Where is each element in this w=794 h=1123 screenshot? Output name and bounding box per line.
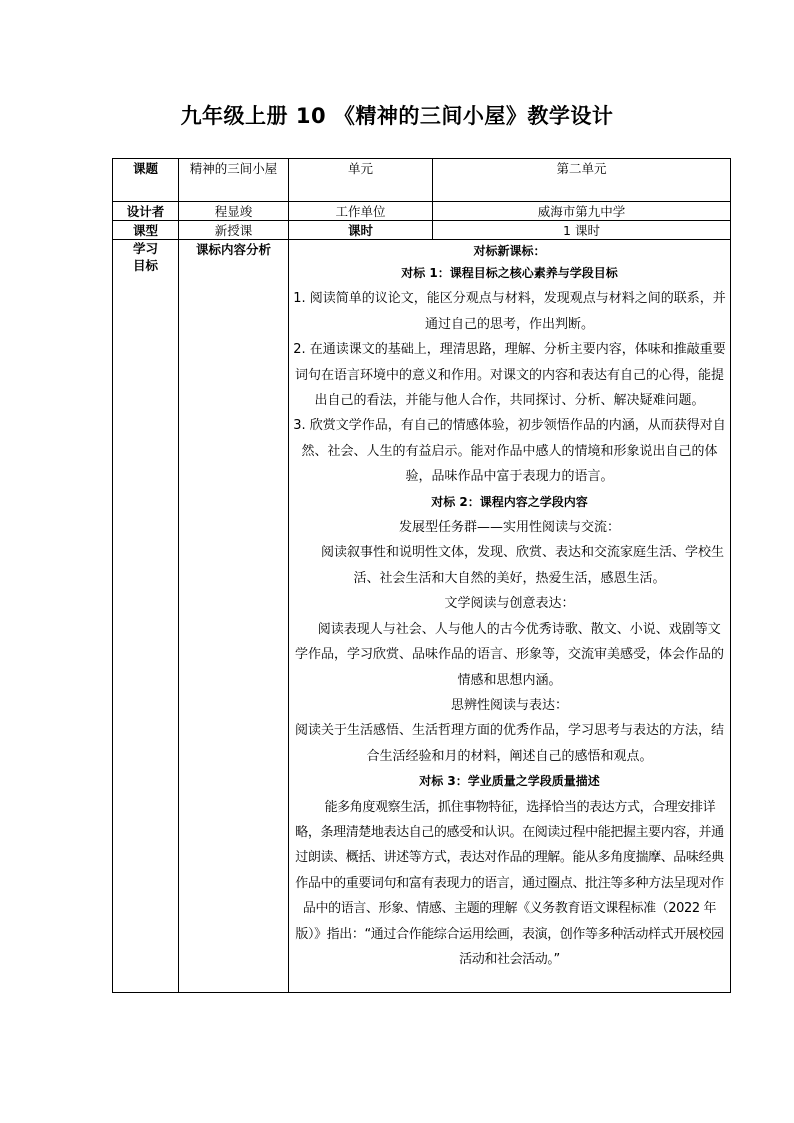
table-row-topic (113, 159, 731, 202)
value-workplace: 威海市第九中学 (433, 202, 731, 221)
content-paragraph: 文学阅读与创意表达： (444, 596, 575, 612)
content-paragraph: 阅读关于生活感悟、生活哲理方面的优秀作品，学习思考与表达的方法，结合生活经验和月的材料，阐述自己的感悟和观点。 (294, 723, 724, 764)
label-topic: 课题 (113, 159, 179, 202)
label-lesson-type: 课型 (113, 221, 179, 240)
content-paragraph: 阅读表现人与社会、人与他人的古今优秀诗歌、散文、小说、戏剧等文学作品，学习欣赏、品味作品的语言、形象等，交流审美感受，体会作品的情感和思想内涵。 (294, 621, 724, 688)
label-unit: 单元 (289, 159, 433, 202)
content-paragraph: 能多角度观察生活，抓住事物特征，选择恰当的表达方式，合理安排详略，条理清楚地表达自己的感受和认识。在阅读过程中能把握主要内容，并通过朗读、概括、讲述等方式，表达对作品的理解。能从多角度揣摩、品味经典作品中的重要词句和富有表现力的语言，通过圈点、批注等多种方法呈现对作品中的语言、形象、情感、主题的理解《义务教育语文课程标准（2022 年版）》指出：“通过合作能综合运用绘画，表演，创作等多种活动样式开展校园活动和社会活动。” (295, 799, 724, 967)
content-subheading-3: 对标 3：学业质量之学段质量描述 (419, 774, 600, 789)
content-subheading-1: 对标 1：课程目标之核心素养与学段目标 (401, 266, 618, 280)
content-paragraph: 思辨性阅读与表达： (450, 697, 568, 713)
value-designer: 程显竣 (179, 202, 289, 221)
value-lesson-type: 新授课 (179, 221, 289, 240)
label-workplace: 工作单位 (289, 202, 433, 221)
table-row-designer (113, 202, 731, 221)
label-learning-goals: 学习目标 (113, 240, 179, 993)
value-topic: 精神的三间小屋 (179, 159, 289, 202)
label-designer: 设计者 (113, 202, 179, 221)
content-heading: 对标新课标： (473, 244, 546, 258)
value-class-hours: 1 课时 (433, 221, 731, 240)
label-class-hours: 课时 (289, 221, 433, 240)
standard-analysis-content (289, 240, 731, 993)
table-row-learning-goals (113, 240, 731, 993)
content-paragraph: 3. 欣赏文学作品，有自己的情感体验，初步领悟作品的内涵，从而获得对自然、社会、人生的有益启示。能对作品中感人的情境和形象说出自己的体验，品味作品中富于表现力的语言。 (293, 418, 726, 485)
content-paragraph: 2. 在通读课文的基础上，理清思路，理解、分析主要内容，体味和推敲重要词句在语言环境中的意义和作用。对课文的内容和表达有自己的心得，能提出自己的看法，并能与他人合作，共同探讨、分析、解决疑难问题。 (293, 342, 726, 409)
lesson-plan-table (112, 158, 731, 993)
content-subheading-2: 对标 2：课程内容之学段内容 (431, 494, 588, 509)
content-paragraph: 阅读叙事性和说明性文体，发现、欣赏、表达和交流家庭生活、学校生活、社会生活和大自然的美好，热爱生活，感恩生活。 (320, 545, 724, 586)
content-paragraph: 1. 阅读简单的议论文，能区分观点与材料，发现观点与材料之间的联系，并通过自己的思考，作出判断。 (293, 291, 726, 332)
value-unit: 第二单元 (433, 159, 731, 202)
page-title: 九年级上册 10 《精神的三间小屋》教学设计 (180, 104, 614, 128)
label-standard-analysis: 课标内容分析 (179, 240, 289, 993)
content-paragraph: 发展型任务群——实用性阅读与交流： (398, 520, 620, 536)
table-row-lesson-type (113, 221, 731, 240)
